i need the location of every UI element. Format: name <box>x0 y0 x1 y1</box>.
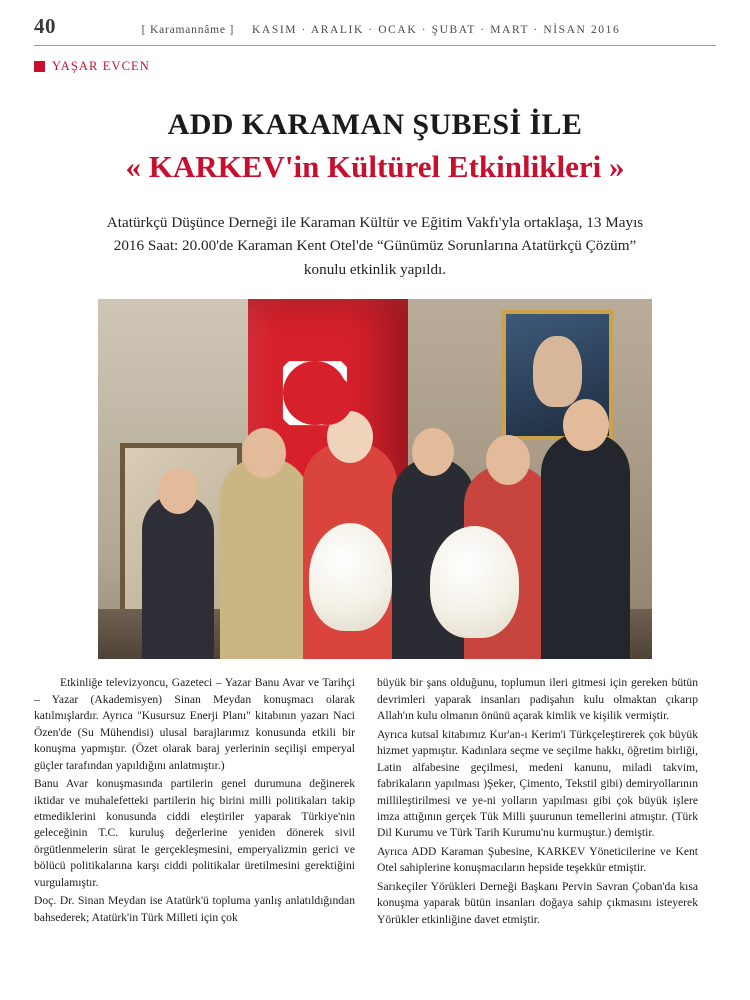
page-subtitle: « KARKEV'in Kültürel Etkinlikleri » <box>125 149 625 184</box>
paragraph: Ayrıca ADD Karaman Şubesine, KARKEV Yöneticilerine ve Kent Otel sahiplerine konuşmacıların hepside teşekkür etmiştir. <box>377 844 698 875</box>
author-byline <box>34 59 716 74</box>
article-title-block <box>34 108 716 185</box>
person-head <box>563 399 609 451</box>
running-head-text <box>60 24 702 36</box>
issue-dates: KASIM · ARALIK · OCAK · ŞUBAT · MART · NİSAN 2016 <box>252 24 621 36</box>
paragraph: Doç. Dr. Sinan Meydan ise Atatürk'ü topluma yanlış anlatıldığından bahsederek; Atatürk'in Türk Milleti için çok <box>34 894 355 924</box>
article-deck: Atatürkçü Düşünce Derneği ile Karaman Kültür ve Eğitim Vakfı'yla ortaklaşa, 13 Mayıs 2016 Saat: 20.00'de Karaman Kent Otel'de “Günümüz Sorunlarına Atatürkçü Çözüm” konulu etkinlik yapıldı. <box>106 213 644 278</box>
person <box>541 433 630 660</box>
body-column-right <box>377 675 698 930</box>
page-title: ADD KARAMAN ŞUBESİ İLE <box>167 108 583 141</box>
paragraph: Ayrıca kutsal kitabımız Kur'an-ı Kerim'i Türkçeleştirerek çok büyük hizmet yapmıştır. Kadınlara seçme ve seçilme hakkı, öğretim birliği, Latin alfabesine geçilmesi, medeni kanunu, miladi takvim, fabrikaların yapılması )Şeker, Çimento, Tekstil gibi) demiryollarının millileştirilmesi ve ye-ni yolların yapılması gibi çok büyük işlere imza attığının gerçek Tük Milli şuurunun temellerini atmıştır. (Türk Dil Kurumu ve Türk Tarih Kurumu'nu kurmuştur.) demiştir. <box>377 727 698 840</box>
flower-bouquet <box>309 523 392 631</box>
paragraph: Sarıkeçiler Yörükleri Derneği Başkanı Pervin Savran Çoban'da kısa konuşma yaparak bütün insanları doğaya sahip çıkmasını isteyerek Yörükler etkinliğine davet etmiştir. <box>377 879 698 926</box>
author-name: YAŞAR EVCEN <box>52 59 150 73</box>
person-head <box>412 428 454 476</box>
person-head <box>486 435 530 485</box>
article-body <box>34 675 716 930</box>
paragraph: Etkinliğe televizyoncu, Gazeteci – Yazar Banu Avar ve Tarihçi – Yazar (Akademisyen) Sinan Meydan konuşmacı olarak katılmışlardır. Ayrıca "Kusursuz Enerji Planı" kitabının yazarı Naci Özen'de (Su Mühendisi) ulusal barajlarımız konusunda etkili bir konuşma yapmıştır. (Özet olarak baraj yerlerinin seçilişi emperyal güçler tarafından yapıldığını anlatmıştır.) <box>34 676 355 772</box>
person <box>142 494 214 660</box>
person <box>220 458 309 660</box>
person-head <box>158 468 198 514</box>
publication-name: [ Karamannâme ] <box>141 24 235 36</box>
person-head <box>242 428 286 478</box>
photo-people-group <box>98 299 652 659</box>
article-photo <box>98 299 652 659</box>
paragraph: büyük bir şans olduğunu, toplumun ileri gitmesi için gereken bütün devrimleri yaparak insanları padişahın kulu olmaktan çıkarıp Allah'ın kulu olmanın önünü açarak kimlik ve kişilik vermiştir. <box>377 676 698 723</box>
paragraph: Banu Avar konuşmasında partilerin genel durumuna değinerek iktidar ve muhalefetteki partilerin hiç birini milli politikaları takip etmediklerini konusunda ciddi eleştiriler yaparak Türkiye'nin geleceğinin T.C. kuruluş değerlerine yeniden dönerek sivil örgütlenmelerin sürat le gerçekleşmesini, emperyalizmin gerici ve bölücü politikalarına karşı ciddi politikalar üretilmesini gerektiğini vurgulamıştır. <box>34 777 355 889</box>
flower-bouquet <box>430 526 519 638</box>
running-head <box>34 14 716 46</box>
square-marker-icon <box>34 61 45 72</box>
body-column-left <box>34 675 355 930</box>
page-number: 40 <box>34 14 56 38</box>
